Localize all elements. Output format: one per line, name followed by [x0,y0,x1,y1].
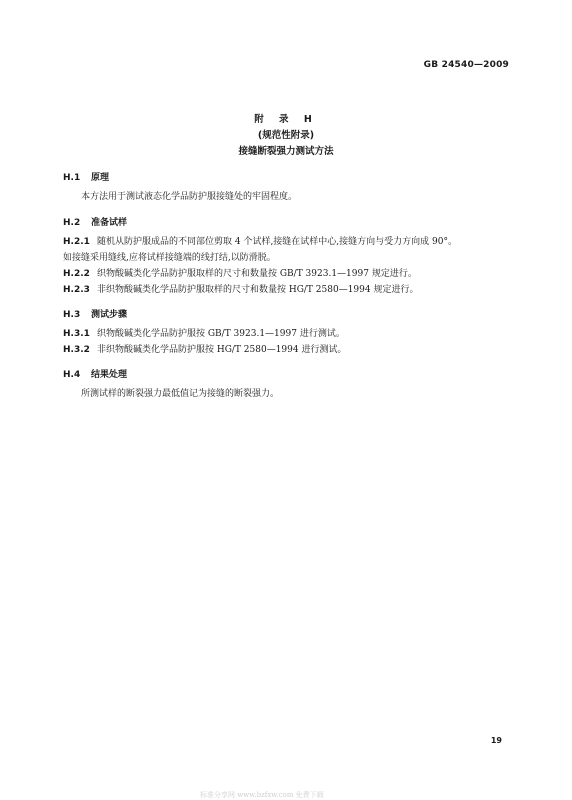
clause-h22 [63,266,509,283]
clause-text: 织物酸碱类化学品防护服按 GB/T 3923.1—1997 进行测试。 [97,329,345,339]
paragraph-h1: 本方法用于测试液态化学品防护服接缝处的牢固程度。 [81,192,298,202]
section-title: 原理 [91,173,110,183]
clause-h21-continuation: 如接缝采用缝线,应将试样接缝端的线打结,以防滑脱。 [63,253,276,263]
section-heading-h2 [63,215,127,228]
section-title: 结果处理 [91,370,128,380]
appendix-type: (规范性附录) [257,130,315,141]
clause-number: H.3.1 [63,329,90,339]
clause-h31 [63,326,509,343]
section-heading-h3 [63,307,127,320]
clause-h21 [63,234,509,251]
page-number: 19 [490,736,502,745]
footer-watermark: 标准分享网 www.bzfxw.com 免费下载 [200,791,324,799]
section-title: 测试步骤 [91,310,128,320]
standard-code: GB 24540—2009 [423,60,509,70]
clause-text: 非织物酸碱类化学品防护服取样的尺寸和数量按 HG/T 2580—1994 规定进行。 [97,285,419,295]
clause-text: 非织物酸碱类化学品防护服按 HG/T 2580—1994 进行测试。 [97,345,347,355]
clause-number: H.3.2 [63,345,90,355]
clause-text: 随机从防护服成品的不同部位剪取 4 个试样,接缝在试样中心,接缝方向与受力方向成 90°。 [97,237,457,247]
clause-h32 [63,342,509,359]
section-number: H.3 [63,310,81,320]
clause-number: H.2.2 [63,269,90,279]
section-number: H.1 [63,173,81,183]
appendix-label: 附 录 H [254,114,318,125]
clause-number: H.2.1 [63,237,90,247]
paragraph-h4: 所测试样的断裂强力最低值记为接缝的断裂强力。 [81,389,280,399]
section-number: H.2 [63,218,81,228]
section-title: 准备试样 [91,218,128,228]
section-heading-h4 [63,367,127,380]
clause-number: H.2.3 [63,285,90,295]
section-number: H.4 [63,370,81,380]
clause-h23 [63,282,509,299]
appendix-title-block [0,112,572,160]
clause-text: 织物酸碱类化学品防护服取样的尺寸和数量按 GB/T 3923.1—1997 规定进行。 [97,269,417,279]
section-heading-h1 [63,170,109,183]
appendix-name: 接缝断裂强力测试方法 [238,146,334,157]
